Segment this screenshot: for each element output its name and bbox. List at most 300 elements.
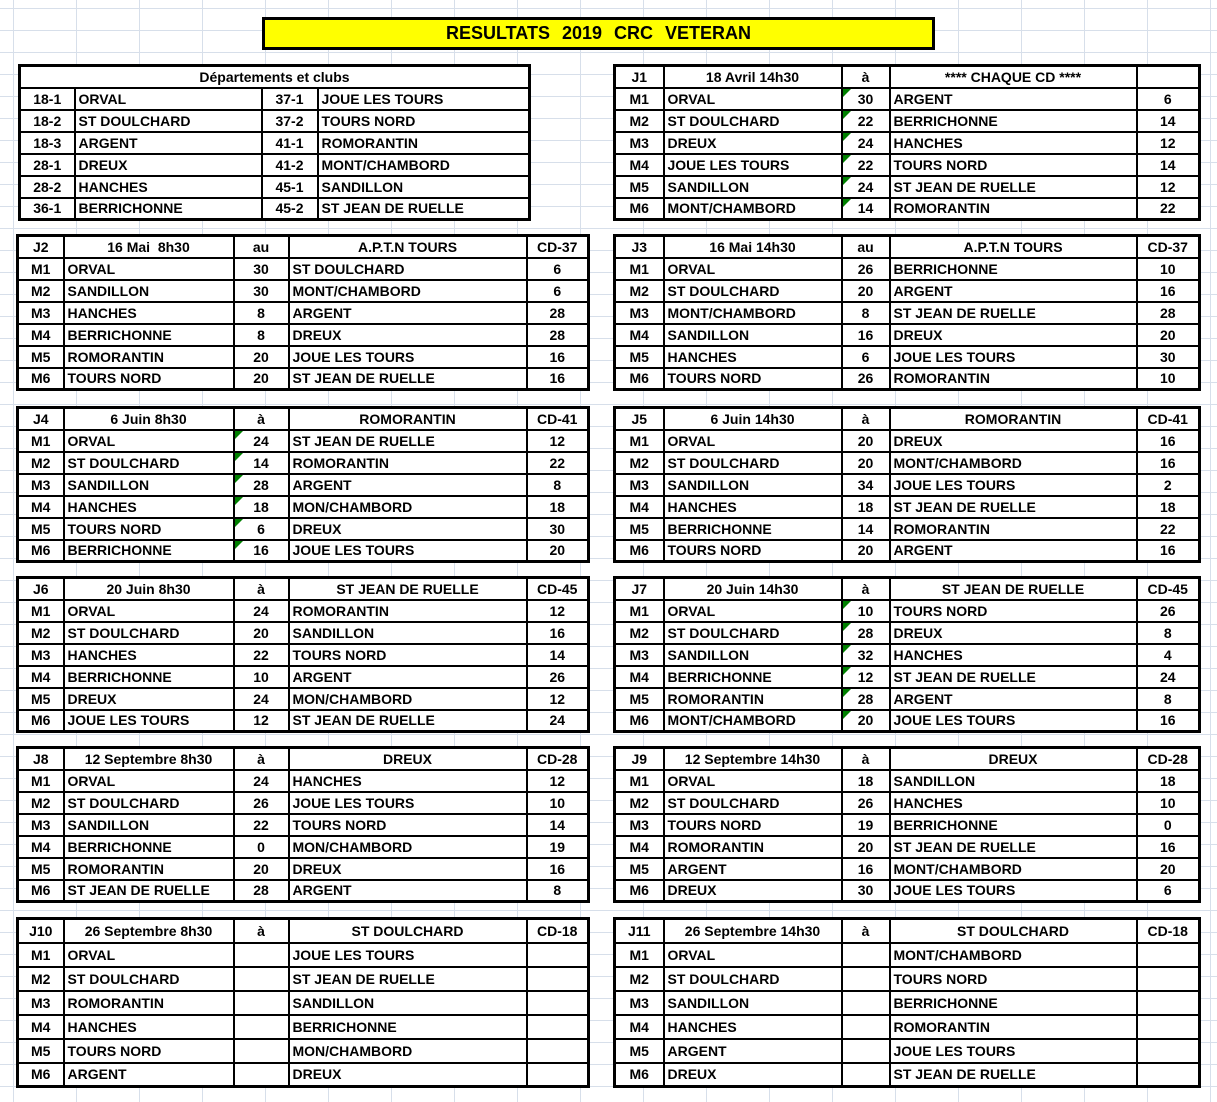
score2-cell[interactable]: 28	[527, 302, 589, 324]
match-id-cell[interactable]: M6	[615, 710, 664, 732]
team1-cell[interactable]: BERRICHONNE	[64, 666, 234, 688]
score1-cell[interactable]: 26	[842, 792, 890, 814]
team2-cell[interactable]: JOUE LES TOURS	[890, 1039, 1137, 1063]
team1-cell[interactable]: HANCHES	[64, 302, 234, 324]
team1-cell[interactable]: TOURS NORD	[664, 814, 842, 836]
score1-cell[interactable]	[842, 967, 890, 991]
team2-cell[interactable]: MON/CHAMBORD	[289, 1039, 527, 1063]
score2-cell[interactable]: 16	[1137, 452, 1200, 474]
journee-venue-cell[interactable]: DREUX	[890, 748, 1137, 770]
score2-cell[interactable]	[1137, 1015, 1200, 1039]
dept-club-cell[interactable]: DREUX	[75, 154, 262, 176]
team1-cell[interactable]: ORVAL	[664, 600, 842, 622]
team1-cell[interactable]: DREUX	[664, 1063, 842, 1087]
match-id-cell[interactable]: M5	[615, 518, 664, 540]
score1-cell[interactable]	[234, 991, 289, 1015]
score1-cell[interactable]: 16	[842, 858, 890, 880]
match-id-cell[interactable]: M3	[615, 814, 664, 836]
score2-cell[interactable]: 12	[527, 600, 589, 622]
journee-venue-cell[interactable]: ROMORANTIN	[289, 408, 527, 430]
team2-cell[interactable]: DREUX	[890, 324, 1137, 346]
score1-cell[interactable]: 20	[842, 452, 890, 474]
team1-cell[interactable]: BERRICHONNE	[64, 324, 234, 346]
score2-cell[interactable]: 10	[527, 792, 589, 814]
dept-club-cell[interactable]: ST DOULCHARD	[75, 110, 262, 132]
team2-cell[interactable]: DREUX	[890, 622, 1137, 644]
dept-club-cell[interactable]: ORVAL	[75, 88, 262, 110]
score1-cell[interactable]: 24	[234, 600, 289, 622]
score2-cell[interactable]: 10	[1137, 368, 1200, 390]
dept-code-cell[interactable]: 28-2	[20, 176, 75, 198]
departments-title-cell[interactable]: Départements et clubs	[20, 66, 530, 88]
score1-cell[interactable]	[842, 1039, 890, 1063]
dept-club-cell[interactable]: ARGENT	[75, 132, 262, 154]
team1-cell[interactable]: SANDILLON	[64, 280, 234, 302]
team2-cell[interactable]: JOUE LES TOURS	[890, 346, 1137, 368]
journee-date-cell[interactable]: 12 Septembre 14h30	[664, 748, 842, 770]
dept-code-cell[interactable]: 36-1	[20, 198, 75, 220]
journee-venue-cell[interactable]: A.P.T.N TOURS	[289, 236, 527, 258]
score1-cell[interactable]: 19	[842, 814, 890, 836]
match-id-cell[interactable]: M1	[18, 943, 64, 967]
journee-prep-cell[interactable]: à	[842, 408, 890, 430]
score1-cell[interactable]: 16	[234, 540, 289, 562]
score2-cell[interactable]: 16	[1137, 430, 1200, 452]
score1-cell[interactable]: 24	[234, 770, 289, 792]
score2-cell[interactable]	[1137, 967, 1200, 991]
score2-cell[interactable]: 10	[1137, 792, 1200, 814]
score2-cell[interactable]: 24	[527, 710, 589, 732]
team2-cell[interactable]: ROMORANTIN	[890, 1015, 1137, 1039]
journee-prep-cell[interactable]: au	[234, 236, 289, 258]
team2-cell[interactable]: ARGENT	[890, 88, 1137, 110]
journee-venue-cell[interactable]: DREUX	[289, 748, 527, 770]
score2-cell[interactable]: 20	[1137, 324, 1200, 346]
team1-cell[interactable]: HANCHES	[664, 346, 842, 368]
team1-cell[interactable]: TOURS NORD	[64, 518, 234, 540]
journee-venue-cell[interactable]: ST DOULCHARD	[890, 919, 1137, 943]
match-id-cell[interactable]: M6	[18, 1063, 64, 1087]
match-id-cell[interactable]: M1	[18, 258, 64, 280]
score2-cell[interactable]: 26	[527, 666, 589, 688]
team2-cell[interactable]: DREUX	[289, 518, 527, 540]
team1-cell[interactable]: HANCHES	[64, 644, 234, 666]
team2-cell[interactable]: ARGENT	[289, 302, 527, 324]
score1-cell[interactable]: 18	[842, 770, 890, 792]
score2-cell[interactable]: 14	[527, 644, 589, 666]
team1-cell[interactable]: ORVAL	[664, 88, 842, 110]
team1-cell[interactable]: ORVAL	[664, 770, 842, 792]
score2-cell[interactable]: 18	[1137, 496, 1200, 518]
dept-code-cell[interactable]: 37-1	[262, 88, 318, 110]
team1-cell[interactable]: ST DOULCHARD	[64, 622, 234, 644]
score1-cell[interactable]: 28	[234, 880, 289, 902]
journee-prep-cell[interactable]: à	[842, 748, 890, 770]
team1-cell[interactable]: TOURS NORD	[664, 368, 842, 390]
team1-cell[interactable]: SANDILLON	[664, 474, 842, 496]
score1-cell[interactable]: 24	[234, 430, 289, 452]
score2-cell[interactable]: 16	[1137, 540, 1200, 562]
journee-venue-cell[interactable]: **** CHAQUE CD ****	[890, 66, 1137, 88]
score1-cell[interactable]	[842, 943, 890, 967]
score2-cell[interactable]: 16	[1137, 280, 1200, 302]
match-id-cell[interactable]: M6	[615, 880, 664, 902]
score2-cell[interactable]: 22	[1137, 518, 1200, 540]
score2-cell[interactable]: 28	[527, 324, 589, 346]
score2-cell[interactable]: 6	[527, 280, 589, 302]
match-id-cell[interactable]: M2	[615, 280, 664, 302]
match-id-cell[interactable]: M1	[615, 258, 664, 280]
score1-cell[interactable]: 8	[234, 302, 289, 324]
team2-cell[interactable]: MON/CHAMBORD	[289, 836, 527, 858]
team2-cell[interactable]: ARGENT	[890, 540, 1137, 562]
score2-cell[interactable]: 20	[1137, 858, 1200, 880]
team1-cell[interactable]: ORVAL	[664, 258, 842, 280]
journee-date-cell[interactable]: 18 Avril 14h30	[664, 66, 842, 88]
team1-cell[interactable]: DREUX	[64, 688, 234, 710]
match-id-cell[interactable]: M2	[18, 967, 64, 991]
team2-cell[interactable]: TOURS NORD	[890, 600, 1137, 622]
score1-cell[interactable]: 30	[234, 258, 289, 280]
team1-cell[interactable]: JOUE LES TOURS	[64, 710, 234, 732]
match-id-cell[interactable]: M2	[18, 280, 64, 302]
team1-cell[interactable]: ORVAL	[64, 943, 234, 967]
score1-cell[interactable]: 26	[842, 258, 890, 280]
team2-cell[interactable]: ROMORANTIN	[289, 452, 527, 474]
match-id-cell[interactable]: M2	[615, 967, 664, 991]
match-id-cell[interactable]: M4	[615, 324, 664, 346]
score2-cell[interactable]: 16	[527, 368, 589, 390]
team2-cell[interactable]: DREUX	[289, 858, 527, 880]
journee-prep-cell[interactable]: à	[234, 408, 289, 430]
score1-cell[interactable]: 16	[842, 324, 890, 346]
journee-cd-cell[interactable]: CD-18	[1137, 919, 1200, 943]
match-id-cell[interactable]: M3	[615, 132, 664, 154]
score2-cell[interactable]: 20	[527, 540, 589, 562]
team1-cell[interactable]: ORVAL	[64, 770, 234, 792]
match-id-cell[interactable]: M6	[615, 1063, 664, 1087]
team1-cell[interactable]: ROMORANTIN	[664, 836, 842, 858]
match-id-cell[interactable]: M6	[615, 368, 664, 390]
score2-cell[interactable]: 16	[527, 346, 589, 368]
team1-cell[interactable]: ORVAL	[664, 943, 842, 967]
dept-code-cell[interactable]: 45-2	[262, 198, 318, 220]
journee-cd-cell[interactable]: CD-45	[1137, 578, 1200, 600]
journee-date-cell[interactable]: 26 Septembre 14h30	[664, 919, 842, 943]
score2-cell[interactable]: 8	[527, 474, 589, 496]
dept-code-cell[interactable]: 28-1	[20, 154, 75, 176]
score1-cell[interactable]	[842, 1063, 890, 1087]
journee-prep-cell[interactable]: à	[842, 578, 890, 600]
team1-cell[interactable]: SANDILLON	[664, 324, 842, 346]
team2-cell[interactable]: SANDILLON	[289, 622, 527, 644]
score1-cell[interactable]: 18	[842, 496, 890, 518]
score2-cell[interactable]: 28	[1137, 302, 1200, 324]
journee-date-cell[interactable]: 20 Juin 14h30	[664, 578, 842, 600]
score2-cell[interactable]: 30	[527, 518, 589, 540]
score1-cell[interactable]: 26	[234, 792, 289, 814]
score2-cell[interactable]: 22	[527, 452, 589, 474]
score1-cell[interactable]: 26	[842, 368, 890, 390]
score1-cell[interactable]: 30	[234, 280, 289, 302]
team1-cell[interactable]: HANCHES	[664, 496, 842, 518]
team2-cell[interactable]: TOURS NORD	[289, 814, 527, 836]
match-id-cell[interactable]: M1	[615, 770, 664, 792]
score1-cell[interactable]: 24	[842, 176, 890, 198]
score1-cell[interactable]: 8	[842, 302, 890, 324]
team1-cell[interactable]: ORVAL	[64, 430, 234, 452]
match-id-cell[interactable]: M4	[18, 666, 64, 688]
journee-date-cell[interactable]: 6 Juin 8h30	[64, 408, 234, 430]
team1-cell[interactable]: ROMORANTIN	[64, 991, 234, 1015]
match-id-cell[interactable]: M6	[18, 880, 64, 902]
match-id-cell[interactable]: M5	[18, 858, 64, 880]
match-id-cell[interactable]: M5	[615, 1039, 664, 1063]
match-id-cell[interactable]: M2	[615, 110, 664, 132]
team2-cell[interactable]: HANCHES	[890, 792, 1137, 814]
score1-cell[interactable]: 22	[234, 814, 289, 836]
dept-club-cell[interactable]: HANCHES	[75, 176, 262, 198]
score1-cell[interactable]: 20	[234, 622, 289, 644]
match-id-cell[interactable]: M4	[18, 836, 64, 858]
score1-cell[interactable]: 22	[842, 110, 890, 132]
match-id-cell[interactable]: M3	[18, 991, 64, 1015]
team2-cell[interactable]: ST JEAN DE RUELLE	[890, 176, 1137, 198]
score2-cell[interactable]: 8	[1137, 622, 1200, 644]
match-id-cell[interactable]: M1	[615, 88, 664, 110]
team1-cell[interactable]: ORVAL	[64, 258, 234, 280]
score2-cell[interactable]: 14	[1137, 110, 1200, 132]
dept-club-cell[interactable]: SANDILLON	[318, 176, 530, 198]
score1-cell[interactable]: 0	[234, 836, 289, 858]
dept-code-cell[interactable]: 37-2	[262, 110, 318, 132]
match-id-cell[interactable]: M5	[615, 346, 664, 368]
team2-cell[interactable]: JOUE LES TOURS	[890, 474, 1137, 496]
dept-club-cell[interactable]: BERRICHONNE	[75, 198, 262, 220]
team1-cell[interactable]: TOURS NORD	[64, 368, 234, 390]
match-id-cell[interactable]: M5	[18, 518, 64, 540]
match-id-cell[interactable]: M5	[18, 1039, 64, 1063]
dept-club-cell[interactable]: JOUE LES TOURS	[318, 88, 530, 110]
team1-cell[interactable]: SANDILLON	[664, 644, 842, 666]
match-id-cell[interactable]: M5	[615, 858, 664, 880]
match-id-cell[interactable]: M6	[18, 368, 64, 390]
team2-cell[interactable]: ST JEAN DE RUELLE	[289, 368, 527, 390]
journee-prep-cell[interactable]: à	[842, 66, 890, 88]
journee-id-cell[interactable]: J1	[615, 66, 664, 88]
score1-cell[interactable]: 28	[842, 622, 890, 644]
journee-id-cell[interactable]: J7	[615, 578, 664, 600]
score1-cell[interactable]	[234, 1039, 289, 1063]
score2-cell[interactable]	[1137, 1063, 1200, 1087]
journee-date-cell[interactable]: 6 Juin 14h30	[664, 408, 842, 430]
score1-cell[interactable]: 14	[234, 452, 289, 474]
journee-cd-cell[interactable]: CD-18	[527, 919, 589, 943]
team2-cell[interactable]: HANCHES	[890, 644, 1137, 666]
match-id-cell[interactable]: M3	[18, 474, 64, 496]
dept-code-cell[interactable]: 18-3	[20, 132, 75, 154]
team1-cell[interactable]: JOUE LES TOURS	[664, 154, 842, 176]
score1-cell[interactable]	[234, 1063, 289, 1087]
team2-cell[interactable]: HANCHES	[289, 770, 527, 792]
team2-cell[interactable]: JOUE LES TOURS	[289, 792, 527, 814]
journee-venue-cell[interactable]: ST JEAN DE RUELLE	[890, 578, 1137, 600]
score2-cell[interactable]: 2	[1137, 474, 1200, 496]
match-id-cell[interactable]: M2	[18, 452, 64, 474]
score2-cell[interactable]: 8	[1137, 688, 1200, 710]
journee-cd-cell[interactable]: CD-28	[527, 748, 589, 770]
journee-prep-cell[interactable]: au	[842, 236, 890, 258]
match-id-cell[interactable]: M4	[615, 836, 664, 858]
team2-cell[interactable]: MONT/CHAMBORD	[890, 943, 1137, 967]
team2-cell[interactable]: DREUX	[289, 1063, 527, 1087]
journee-id-cell[interactable]: J11	[615, 919, 664, 943]
team1-cell[interactable]: ST DOULCHARD	[64, 792, 234, 814]
match-id-cell[interactable]: M5	[615, 688, 664, 710]
team1-cell[interactable]: ARGENT	[64, 1063, 234, 1087]
match-id-cell[interactable]: M2	[615, 792, 664, 814]
match-id-cell[interactable]: M4	[18, 496, 64, 518]
score1-cell[interactable]: 22	[234, 644, 289, 666]
match-id-cell[interactable]: M1	[615, 943, 664, 967]
score2-cell[interactable]	[527, 991, 589, 1015]
team2-cell[interactable]: BERRICHONNE	[890, 991, 1137, 1015]
dept-club-cell[interactable]: TOURS NORD	[318, 110, 530, 132]
match-id-cell[interactable]: M1	[18, 770, 64, 792]
dept-code-cell[interactable]: 41-2	[262, 154, 318, 176]
score1-cell[interactable]	[234, 943, 289, 967]
team1-cell[interactable]: ST JEAN DE RUELLE	[64, 880, 234, 902]
score1-cell[interactable]: 20	[842, 280, 890, 302]
match-id-cell[interactable]: M2	[18, 792, 64, 814]
score2-cell[interactable]: 10	[1137, 258, 1200, 280]
score2-cell[interactable]	[527, 1063, 589, 1087]
score1-cell[interactable]: 10	[842, 600, 890, 622]
team1-cell[interactable]: MONT/CHAMBORD	[664, 710, 842, 732]
team2-cell[interactable]: JOUE LES TOURS	[289, 540, 527, 562]
score1-cell[interactable]: 12	[234, 710, 289, 732]
score2-cell[interactable]: 18	[527, 496, 589, 518]
score1-cell[interactable]: 20	[234, 368, 289, 390]
team2-cell[interactable]: TOURS NORD	[890, 967, 1137, 991]
team2-cell[interactable]: ST JEAN DE RUELLE	[890, 302, 1137, 324]
match-id-cell[interactable]: M4	[615, 1015, 664, 1039]
team1-cell[interactable]: DREUX	[664, 880, 842, 902]
dept-code-cell[interactable]: 45-1	[262, 176, 318, 198]
team1-cell[interactable]: TOURS NORD	[64, 1039, 234, 1063]
score2-cell[interactable]: 12	[527, 688, 589, 710]
journee-venue-cell[interactable]: A.P.T.N TOURS	[890, 236, 1137, 258]
score2-cell[interactable]: 16	[1137, 710, 1200, 732]
score2-cell[interactable]: 22	[1137, 198, 1200, 220]
journee-date-cell[interactable]: 16 Mai 14h30	[664, 236, 842, 258]
team2-cell[interactable]: BERRICHONNE	[890, 110, 1137, 132]
team2-cell[interactable]: ST DOULCHARD	[289, 258, 527, 280]
team1-cell[interactable]: ROMORANTIN	[64, 858, 234, 880]
team1-cell[interactable]: ROMORANTIN	[664, 688, 842, 710]
journee-cd-cell[interactable]: CD-45	[527, 578, 589, 600]
journee-date-cell[interactable]: 20 Juin 8h30	[64, 578, 234, 600]
score2-cell[interactable]: 12	[1137, 176, 1200, 198]
score1-cell[interactable]: 24	[234, 688, 289, 710]
title-banner[interactable]: RESULTATS 2019 CRC VETERAN	[262, 17, 935, 50]
score1-cell[interactable]	[234, 967, 289, 991]
score2-cell[interactable]	[527, 1039, 589, 1063]
match-id-cell[interactable]: M5	[18, 688, 64, 710]
journee-cd-cell[interactable]: CD-41	[527, 408, 589, 430]
team1-cell[interactable]: SANDILLON	[64, 474, 234, 496]
match-id-cell[interactable]: M2	[615, 622, 664, 644]
score2-cell[interactable]	[527, 1015, 589, 1039]
journee-id-cell[interactable]: J10	[18, 919, 64, 943]
match-id-cell[interactable]: M4	[615, 666, 664, 688]
journee-venue-cell[interactable]: ROMORANTIN	[890, 408, 1137, 430]
journee-date-cell[interactable]: 16 Mai 8h30	[64, 236, 234, 258]
match-id-cell[interactable]: M4	[615, 154, 664, 176]
match-id-cell[interactable]: M1	[615, 600, 664, 622]
score1-cell[interactable]: 20	[234, 346, 289, 368]
team2-cell[interactable]: ARGENT	[289, 666, 527, 688]
journee-id-cell[interactable]: J2	[18, 236, 64, 258]
team1-cell[interactable]: BERRICHONNE	[64, 540, 234, 562]
score1-cell[interactable]	[234, 1015, 289, 1039]
journee-cd-cell[interactable]: CD-37	[527, 236, 589, 258]
score1-cell[interactable]: 28	[234, 474, 289, 496]
score1-cell[interactable]: 30	[842, 88, 890, 110]
score1-cell[interactable]: 20	[842, 540, 890, 562]
team1-cell[interactable]: ST DOULCHARD	[64, 452, 234, 474]
journee-venue-cell[interactable]: ST JEAN DE RUELLE	[289, 578, 527, 600]
team2-cell[interactable]: SANDILLON	[890, 770, 1137, 792]
match-id-cell[interactable]: M6	[18, 540, 64, 562]
team1-cell[interactable]: BERRICHONNE	[664, 666, 842, 688]
team1-cell[interactable]: HANCHES	[664, 1015, 842, 1039]
match-id-cell[interactable]: M6	[615, 540, 664, 562]
score1-cell[interactable]: 22	[842, 154, 890, 176]
team1-cell[interactable]: SANDILLON	[64, 814, 234, 836]
score1-cell[interactable]: 32	[842, 644, 890, 666]
team1-cell[interactable]: BERRICHONNE	[64, 836, 234, 858]
team2-cell[interactable]: BERRICHONNE	[890, 814, 1137, 836]
team1-cell[interactable]: HANCHES	[64, 496, 234, 518]
score1-cell[interactable]: 20	[842, 710, 890, 732]
score2-cell[interactable]: 18	[1137, 770, 1200, 792]
score2-cell[interactable]	[1137, 943, 1200, 967]
score2-cell[interactable]: 16	[527, 858, 589, 880]
match-id-cell[interactable]: M4	[615, 496, 664, 518]
match-id-cell[interactable]: M3	[615, 302, 664, 324]
team2-cell[interactable]: SANDILLON	[289, 991, 527, 1015]
team2-cell[interactable]: JOUE LES TOURS	[289, 346, 527, 368]
team2-cell[interactable]: JOUE LES TOURS	[890, 880, 1137, 902]
match-id-cell[interactable]: M6	[18, 710, 64, 732]
team1-cell[interactable]: SANDILLON	[664, 176, 842, 198]
journee-cd-cell[interactable]	[1137, 66, 1200, 88]
score1-cell[interactable]: 6	[842, 346, 890, 368]
dept-club-cell[interactable]: ROMORANTIN	[318, 132, 530, 154]
score1-cell[interactable]: 28	[842, 688, 890, 710]
journee-id-cell[interactable]: J3	[615, 236, 664, 258]
team2-cell[interactable]: ST JEAN DE RUELLE	[890, 496, 1137, 518]
team1-cell[interactable]: ORVAL	[64, 600, 234, 622]
match-id-cell[interactable]: M3	[615, 644, 664, 666]
team2-cell[interactable]: BERRICHONNE	[890, 258, 1137, 280]
team1-cell[interactable]: DREUX	[664, 132, 842, 154]
score2-cell[interactable]: 16	[527, 622, 589, 644]
score2-cell[interactable]	[527, 967, 589, 991]
score2-cell[interactable]: 14	[1137, 154, 1200, 176]
match-id-cell[interactable]: M5	[18, 346, 64, 368]
